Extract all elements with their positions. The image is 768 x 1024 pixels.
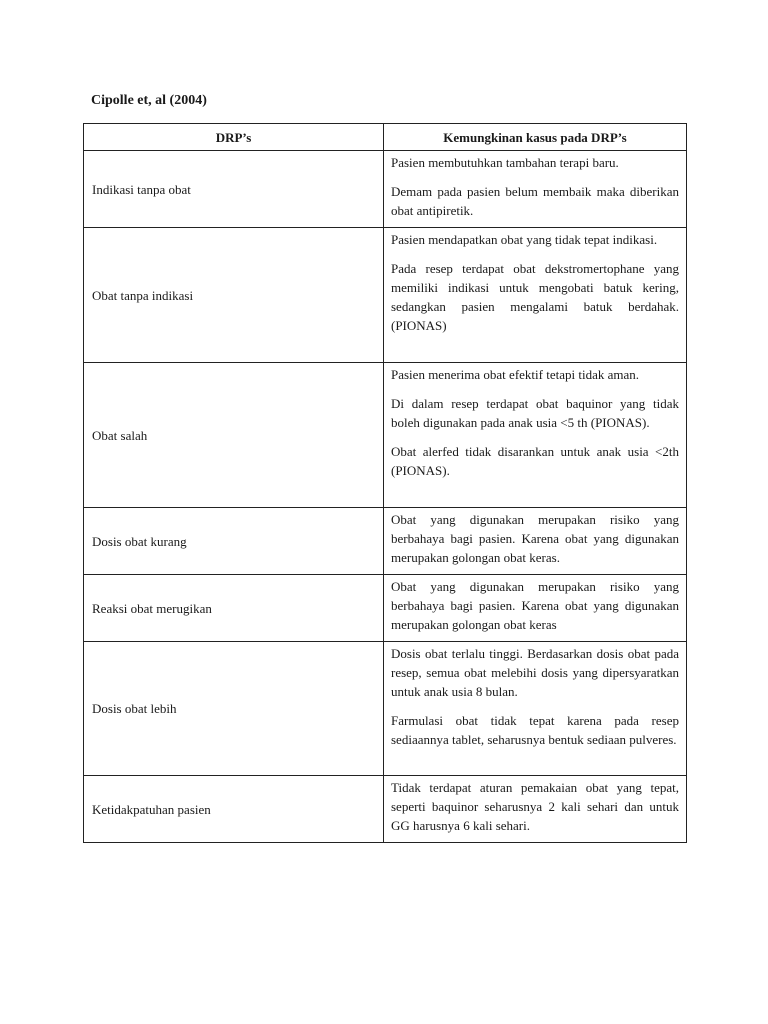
drp-label: Obat tanpa indikasi — [84, 228, 384, 363]
case-paragraph: Di dalam resep terdapat obat baquinor yang tidak boleh digunakan pada anak usia <5 th (PIONAS). — [391, 396, 679, 430]
table-row — [84, 575, 687, 642]
case-description — [384, 363, 687, 508]
case-description — [384, 151, 687, 228]
case-paragraph: Pada resep terdapat obat dekstromertophane yang memiliki indikasi untuk mengobati batuk kering, sedangkan pasien mengalami batuk berdahak.(PIONAS) — [391, 261, 679, 333]
case-description — [384, 776, 687, 843]
case-paragraph: Obat alerfed tidak disarankan untuk anak usia <2th (PIONAS). — [391, 444, 679, 478]
table-row — [84, 151, 687, 228]
drp-table — [83, 123, 687, 843]
drp-label: Indikasi tanpa obat — [84, 151, 384, 228]
table-header-row — [84, 124, 687, 151]
case-description — [384, 228, 687, 363]
case-paragraph: Pasien menerima obat efektif tetapi tidak aman. — [391, 367, 639, 382]
case-paragraph: Pasien membutuhkan tambahan terapi baru. — [391, 155, 619, 170]
drp-label: Reaksi obat merugikan — [84, 575, 384, 642]
case-paragraph: Farmulasi obat tidak tepat karena pada resep sediaannya tablet, seharusnya bentuk sediaan pulveres. — [391, 713, 679, 747]
drp-label: Dosis obat lebih — [84, 642, 384, 776]
case-paragraph: Pasien mendapatkan obat yang tidak tepat indikasi. — [391, 232, 658, 247]
document-heading: Cipolle et, al (2004) — [91, 93, 207, 108]
case-paragraph: Dosis obat terlalu tinggi. Berdasarkan dosis obat pada resep, semua obat melebihi dosis yang dipersyaratkan untuk anak usia 8 bulan. — [391, 646, 679, 699]
case-description — [384, 642, 687, 776]
column-header-drp: DRP’s — [84, 124, 384, 151]
table-row — [84, 508, 687, 575]
case-paragraph: Tidak terdapat aturan pemakaian obat yang tepat, seperti baquinor seharusnya 2 kali sehari dan untuk GG harusnya 6 kali sehari. — [391, 780, 679, 833]
column-header-kemungkinan-kasus: Kemungkinan kasus pada DRP’s — [384, 124, 687, 151]
drp-label: Dosis obat kurang — [84, 508, 384, 575]
case-description — [384, 508, 687, 575]
table-row — [84, 776, 687, 843]
case-paragraph: Obat yang digunakan merupakan risiko yang berbahaya bagi pasien. Karena obat yang digunakan merupakan golongan obat keras — [391, 579, 679, 632]
table-row — [84, 228, 687, 363]
table-row — [84, 363, 687, 508]
table-row — [84, 642, 687, 776]
case-description — [384, 575, 687, 642]
case-paragraph: Demam pada pasien belum membaik maka diberikan obat antipiretik. — [391, 184, 679, 218]
drp-label: Ketidakpatuhan pasien — [84, 776, 384, 843]
case-paragraph: Obat yang digunakan merupakan risiko yang berbahaya bagi pasien. Karena obat yang digunakan merupakan golongan obat keras. — [391, 512, 679, 565]
drp-label: Obat salah — [84, 363, 384, 508]
